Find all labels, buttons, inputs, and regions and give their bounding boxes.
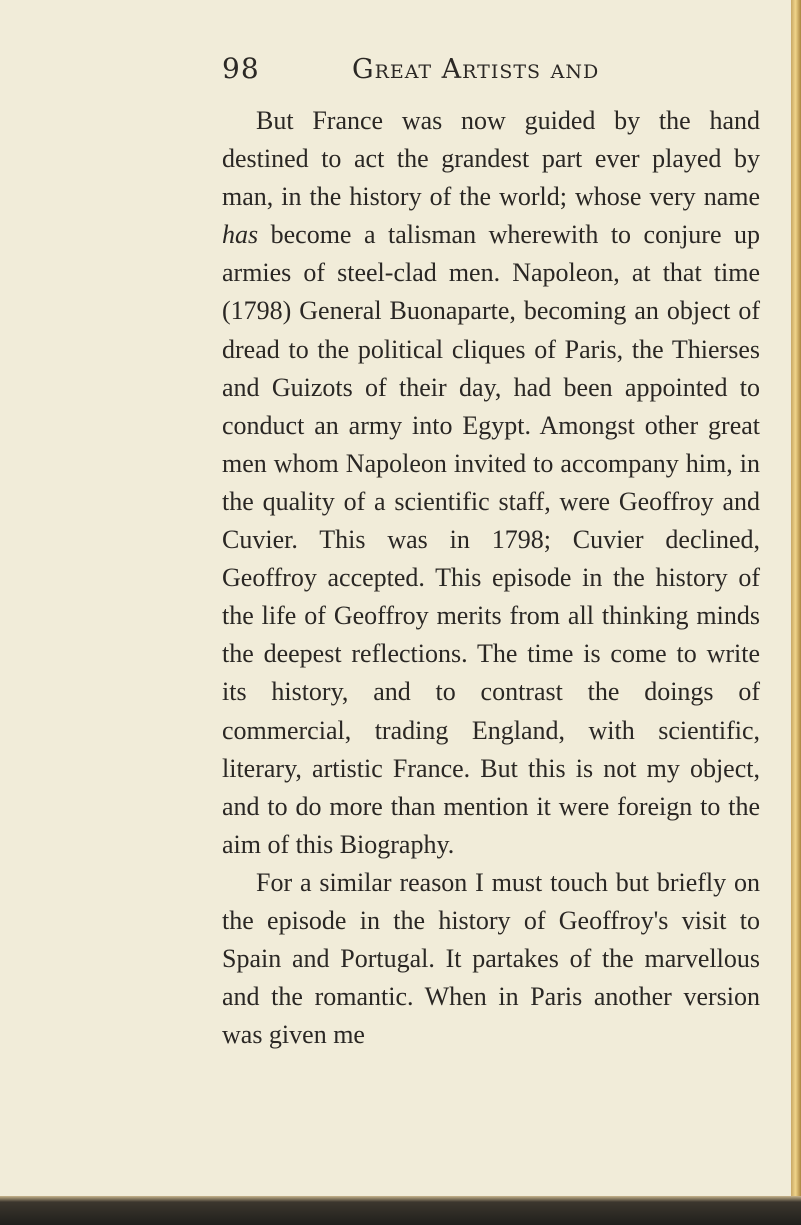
text-segment: become a talisman wherewith to conjure up armies of steel-clad men. Napoleon, at that time (1798) General Buonaparte, becoming an object of dread to the political cliques of Paris, the Thierses and Guizots of their day, had been appointed to conduct an army into Egypt. Amongst other great men whom Napoleon invited to accompany him, in the quality of a scientific staff, were Geoffroy and Cuvier. This was in 1798; Cuvier declined, Geoffroy accepted. This episode in the history of the life of Geoffroy merits from all thinking minds the deepest reflections. The time is come to write its history, and to contrast the doings of commercial, trading England, with scientific, literary, artistic France. But this is not my object, and to do more than mention it were foreign to the aim of this Biography. (222, 220, 760, 859)
page-number: 98 (222, 52, 260, 85)
body-text (222, 102, 760, 1054)
page-edge-gilt (791, 0, 801, 1225)
paragraph-2 (222, 864, 760, 1054)
text-segment: For a similar reason I must touch but briefly on the episode in the history of Geoffroy's visit to Spain and Portugal. It partakes of the marvellous and the romantic. When in Paris another version was given me (222, 867, 760, 1050)
page-header (0, 52, 792, 92)
paragraph-1 (222, 102, 760, 864)
running-title: Great Artists and (352, 54, 600, 85)
emphasis-text: has (222, 220, 259, 250)
book-bottom-edge (0, 1196, 801, 1225)
text-segment: But France was now guided by the hand destined to act the grandest part ever played by man, in the history of the world; whose very name (222, 106, 760, 212)
